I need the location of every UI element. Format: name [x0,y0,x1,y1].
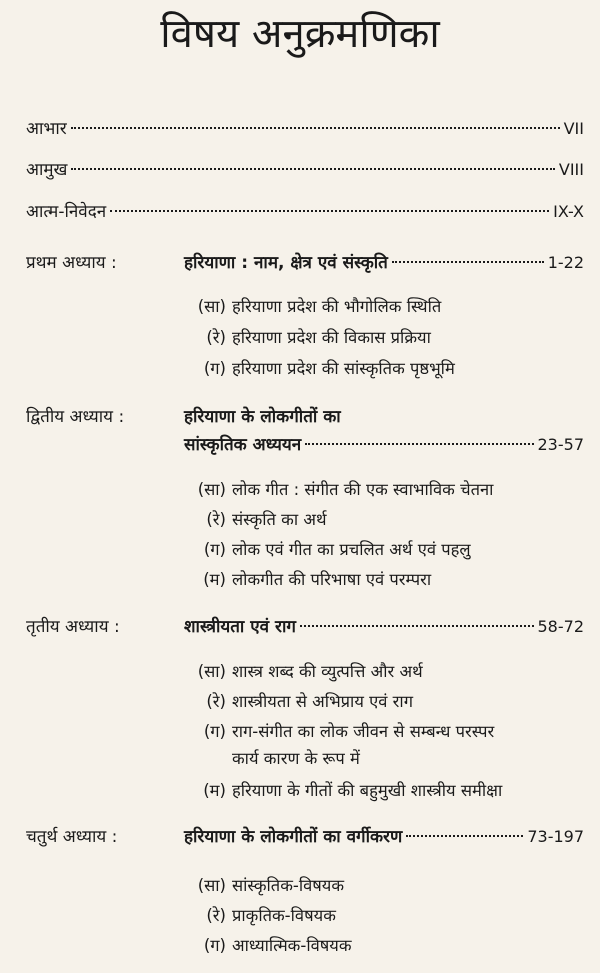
chapter-pages: 73-197 [527,827,584,846]
section-marker: (ग) [203,936,226,955]
chapter-label: द्वितीय अध्याय : [26,407,125,427]
toc-entry-label: आभार [26,119,67,139]
section-text: शास्त्र शब्द की व्युत्पत्ति और अर्थ [232,662,423,681]
section-marker: (सा) [197,480,226,499]
section-item [180,873,584,899]
section-item [180,294,584,320]
dot-leader [300,625,534,627]
dot-leader [71,168,554,170]
toc-entry-preface [26,157,584,183]
chapter-label: तृतीय अध्याय : [26,617,120,637]
section-text: सांस्कृतिक-विषयक [232,876,345,895]
toc-entry-label: आत्म-निवेदन [26,202,107,222]
toc-entry-author-note [26,199,584,225]
section-text: संस्कृति का अर्थ [232,510,327,529]
section-text: हरियाणा प्रदेश की भौगोलिक स्थिति [232,297,442,316]
section-marker: (ग) [203,359,226,378]
chapter-label: चतुर्थ अध्याय : [26,827,118,847]
chapter-title: हरियाणा : नाम, क्षेत्र एवं संस्कृति [184,253,388,273]
toc-entry-page: VII [563,119,584,138]
page-title: विषय अनुक्रमणिका [160,11,440,57]
chapter-2-heading [26,404,584,430]
chapter-title-line2: सांस्कृतिक अध्ययन [184,435,302,455]
section-marker: (सा) [197,876,226,895]
toc-entry-acknowledgement [26,116,584,142]
chapter-title-line1: हरियाणा के लोकगीतों का [184,407,341,427]
section-text: आध्यात्मिक-विषयक [232,936,352,955]
section-item [180,719,584,745]
chapter-3-heading [26,614,584,640]
section-marker: (रे) [206,906,226,925]
section-marker: (म) [203,570,226,589]
section-item [180,567,584,593]
dot-leader [392,261,544,263]
toc-entry-label: आमुख [26,160,68,180]
section-text: हरियाणा प्रदेश की सांस्कृतिक पृष्ठभूमि [232,359,455,378]
toc-entry-page: VIII [558,160,584,179]
section-text: प्राकृतिक-विषयक [232,906,336,925]
section-text-continuation: कार्य कारण के रूप में [232,749,360,768]
section-item [180,689,584,715]
chapter-pages: 23-57 [537,435,584,454]
chapter-4-heading [26,824,584,850]
dot-leader [110,210,549,212]
chapter-pages: 1-22 [547,253,584,272]
section-text: लोक गीत : संगीत की एक स्वाभाविक चेतना [232,480,494,499]
section-text: शास्त्रीयता से अभिप्राय एवं राग [232,692,413,711]
toc-entry-page: IX-X [553,202,584,221]
section-marker: (रे) [206,328,226,347]
section-marker: (म) [203,781,226,800]
section-item [180,477,584,503]
section-item [180,537,584,563]
section-marker: (रे) [206,692,226,711]
section-marker: (ग) [203,540,226,559]
section-text: हरियाणा के गीतों की बहुमुखी शास्त्रीय समीक्षा [232,781,503,800]
section-marker: (सा) [197,297,226,316]
chapter-1-heading [26,250,584,276]
section-text: राग-संगीत का लोक जीवन से सम्बन्ध परस्पर [232,722,495,741]
section-item [180,507,584,533]
dot-leader [406,835,523,837]
chapter-title: शास्त्रीयता एवं राग [184,617,296,637]
section-item [180,659,584,685]
section-marker: (सा) [197,662,226,681]
section-text: लोक एवं गीत का प्रचलित अर्थ एवं पहलु [232,540,471,559]
dot-leader [305,443,533,445]
section-marker: (रे) [206,510,226,529]
section-item [180,356,584,382]
chapter-title: हरियाणा के लोकगीतों का वर्गीकरण [184,827,403,847]
chapter-2-heading-cont [184,432,584,458]
section-item [180,325,584,351]
section-item [180,933,584,959]
section-item [180,903,584,929]
dot-leader [71,127,560,129]
section-text: लोकगीत की परिभाषा एवं परम्परा [232,570,432,589]
chapter-pages: 58-72 [537,617,584,636]
section-item [180,778,584,804]
chapter-label: प्रथम अध्याय : [26,253,117,273]
section-marker: (ग) [203,722,226,741]
section-text: हरियाणा प्रदेश की विकास प्रक्रिया [232,328,431,347]
